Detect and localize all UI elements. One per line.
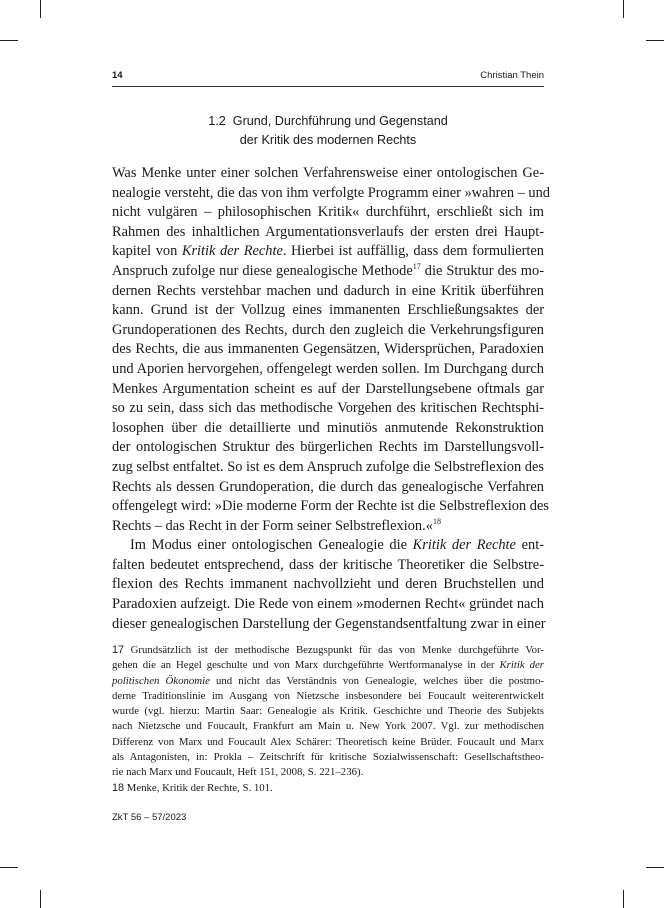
footnote-line: rie nach Marx und Foucault, Heft 151, 2008, S. 221–236). xyxy=(112,766,364,779)
footnote-line: derne Traditionslinie im Ausgang von Nietzsche insbesondere bei Foucault weiterentwickelt xyxy=(112,689,544,702)
text-line: Rechts – das Recht in der Form seiner Selbstreflexion.«$^{18}$ xyxy=(112,516,441,534)
text-line: Grundoperationen des Rechts, durch den zugleich die Verkehrungsfiguren xyxy=(112,321,544,338)
crop-mark xyxy=(0,867,18,868)
footnote-ref-17: 17 xyxy=(412,261,421,271)
text-line: offengelegt wird: »Die moderne Form der Rechte ist die Selbstreflexion des xyxy=(112,498,549,515)
body-text xyxy=(112,164,550,634)
footnote-line: 18 Menke, Kritik der Rechte, S. 101. xyxy=(112,781,273,794)
text-line: kann. Grund ist der Vollzug eines immanenten Erschließungsaktes der xyxy=(112,302,544,319)
text-line: Anspruch zufolge nur diese genealogische Methode$^{17}$ die Struktur des mo- xyxy=(112,261,544,279)
footnote-number: 17 xyxy=(112,644,125,656)
text-line: flexion des Rechts immanent nachvollzieht und deren Bruchstellen und xyxy=(112,576,544,593)
text-line: Rahmen des inhaltlichen Argumentationsverlaufs der ersten drei Haupt- xyxy=(112,223,544,240)
text-line: und Aporien hervorgehen, offengelegt werden sollen. Im Durchgang durch xyxy=(112,360,544,377)
page-number: 14 xyxy=(112,70,123,81)
crop-mark xyxy=(623,0,624,18)
text-line: dernen Rechts verstehbar machen und dadurch in eine Kritik überführen xyxy=(112,282,544,299)
footnote-line: 17 Grundsätzlich ist der methodische Bezugspunkt für das von Menke durchgeführte Vor- xyxy=(112,644,544,656)
text-line: Paradoxien aufzeigt. Die Rede von einem »modernen Recht« gründet nach xyxy=(112,596,544,613)
crop-mark xyxy=(646,40,664,41)
crop-mark xyxy=(646,867,664,868)
text-line: so zu sein, dass sich das methodische Vorgehen des kritischen Rechtsphi- xyxy=(112,400,544,417)
footnotes xyxy=(112,643,544,796)
italic-title: Kritik der Rechte xyxy=(181,243,283,260)
crop-mark xyxy=(623,890,624,908)
page-header xyxy=(112,68,544,87)
footnote-line: Differenz von Marx und Foucault Alex Schärer: Theoretisch keine Brüder. Foucault und Marx xyxy=(112,735,544,748)
italic-title: Kritik der Rechte xyxy=(412,537,516,554)
text-line: Menkes Argumentation scheint es auf der Darstellungsebene oftmals gar xyxy=(112,380,544,397)
footnote-ref-18: 18 xyxy=(432,516,441,526)
footnote-line: wurde (vgl. hierzu: Martin Saar: Genealogie als Kritik. Geschichte und Theorie des Subjekts xyxy=(112,705,544,718)
section-heading xyxy=(112,112,544,150)
running-head: Christian Thein xyxy=(480,70,544,81)
text-line: Im Modus einer ontologischen Genealogie die Kritik der Rechte ent- xyxy=(130,537,544,554)
text-line: falten bedeutet entsprechend, dass der kritische Theoretiker die Selbstre- xyxy=(112,556,544,573)
page-footer: ZkT 56 – 57/2023 xyxy=(112,812,187,823)
text-line: nealogie versteht, die das von ihm verfolgte Programm einer »wahren – und xyxy=(112,184,550,201)
crop-mark xyxy=(0,40,18,41)
text-line: des Rechts, die aus immanenten Gegensätzen, Widersprüchen, Paradoxien xyxy=(112,341,544,358)
text-line: losophen über die detaillierte und minutiös anmutende Rekonstruktion xyxy=(112,419,544,436)
crop-mark xyxy=(40,890,41,908)
text-line: der ontologischen Struktur des bürgerlichen Rechts im Darstellungsvoll- xyxy=(112,439,544,456)
text-line: dieser genealogischen Darstellung der Gegenstandsentfaltung zwar in einer xyxy=(112,615,546,632)
footnote-line: politischen Ökonomie und nicht das Verständnis von Genealogie, welches über die postmo- xyxy=(112,674,544,687)
text-line: Rechts als dessen Grundoperation, die durch das genealogische Verfahren xyxy=(112,478,544,495)
footnote-line: gehen die an Hegel geschulte und von Marx durchgeführte Wertformanalyse in der Kritik der xyxy=(112,659,545,672)
footnote-line: nach Nietzsche und Foucault, Frankfurt am Main u. New York 2007. Vgl. zur methodischen xyxy=(112,720,544,733)
section-heading-line: 1.2 Grund, Durchführung und Gegenstand xyxy=(208,114,448,128)
crop-mark xyxy=(40,0,41,18)
section-heading-line: der Kritik des modernen Rechts xyxy=(239,133,417,147)
text-line: Was Menke unter einer solchen Verfahrensweise einer ontologischen Ge- xyxy=(112,165,544,181)
text-line: kapitel von Kritik der Rechte. Hierbei ist auffällig, dass dem formulierten xyxy=(112,243,545,260)
footnote-number: 18 xyxy=(112,781,125,794)
text-line: nicht vulgären – philosophischen Kritik« durchführt, erschließt sich im xyxy=(112,204,544,221)
footnote-line: als Antagonisten, in: Prokla – Zeitschrift für kritische Sozialwissenschaft: Gesellschaftstheo- xyxy=(112,751,544,764)
text-line: zug selbst entfaltet. So ist es dem Anspruch zufolge die Selbstreflexion des xyxy=(112,458,544,475)
